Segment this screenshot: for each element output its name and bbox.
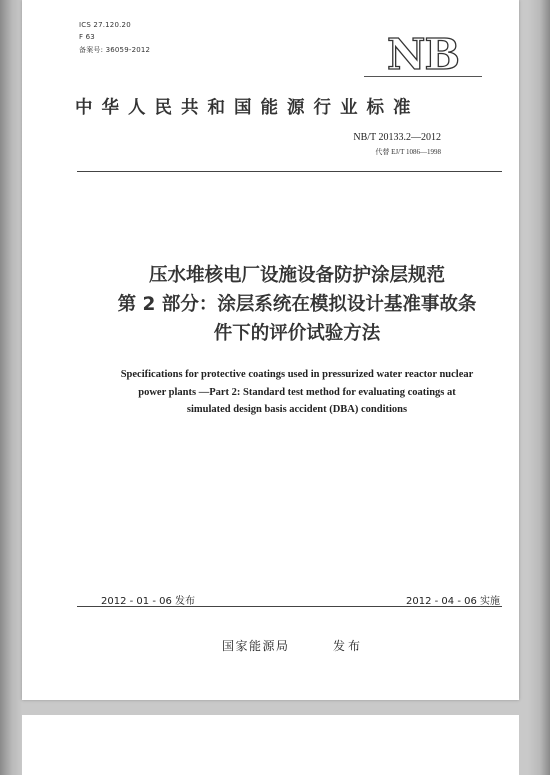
standard-category: 中华人民共和国能源行业标准: [75, 98, 420, 118]
title-en-line-1: Specifications for protective coatings used in pressurized water reactor nuclear: [120, 369, 474, 380]
title-en-line-2: power plants —Part 2: Standard test method for evaluating coatings at: [138, 387, 456, 398]
title-en-line-3: simulated design basis accident (DBA) conditions: [186, 404, 408, 415]
logo-underline: [364, 76, 482, 77]
nb-logo: NB: [387, 30, 459, 79]
date-divider: [77, 606, 502, 607]
ccs-code: F 63: [79, 33, 95, 41]
issuing-authority: 国家能源局: [222, 639, 290, 653]
header-divider: [77, 171, 502, 172]
ics-code: ICS 27.120.20: [79, 21, 131, 29]
document-cover-page: [22, 0, 519, 700]
title-cn-line-1: 压水堆核电厂设施设备防护涂层规范: [148, 265, 445, 286]
record-number: 备案号: 36059-2012: [79, 46, 151, 54]
title-cn-line-2: 第 2 部分：涂层系统在模拟设计基准事故条: [117, 294, 477, 315]
replaces-note: 代替 EJ/T 1086—1998: [375, 148, 441, 156]
next-page-edge: [22, 715, 519, 775]
issue-date: 2012 - 01 - 06 发布: [101, 596, 196, 607]
publish-label: 发布: [333, 639, 364, 653]
standard-code: NB/T 20133.2—2012: [353, 132, 441, 143]
implementation-date: 2012 - 04 - 06 实施: [406, 596, 501, 607]
title-cn-line-3: 件下的评价试验方法: [213, 323, 381, 344]
